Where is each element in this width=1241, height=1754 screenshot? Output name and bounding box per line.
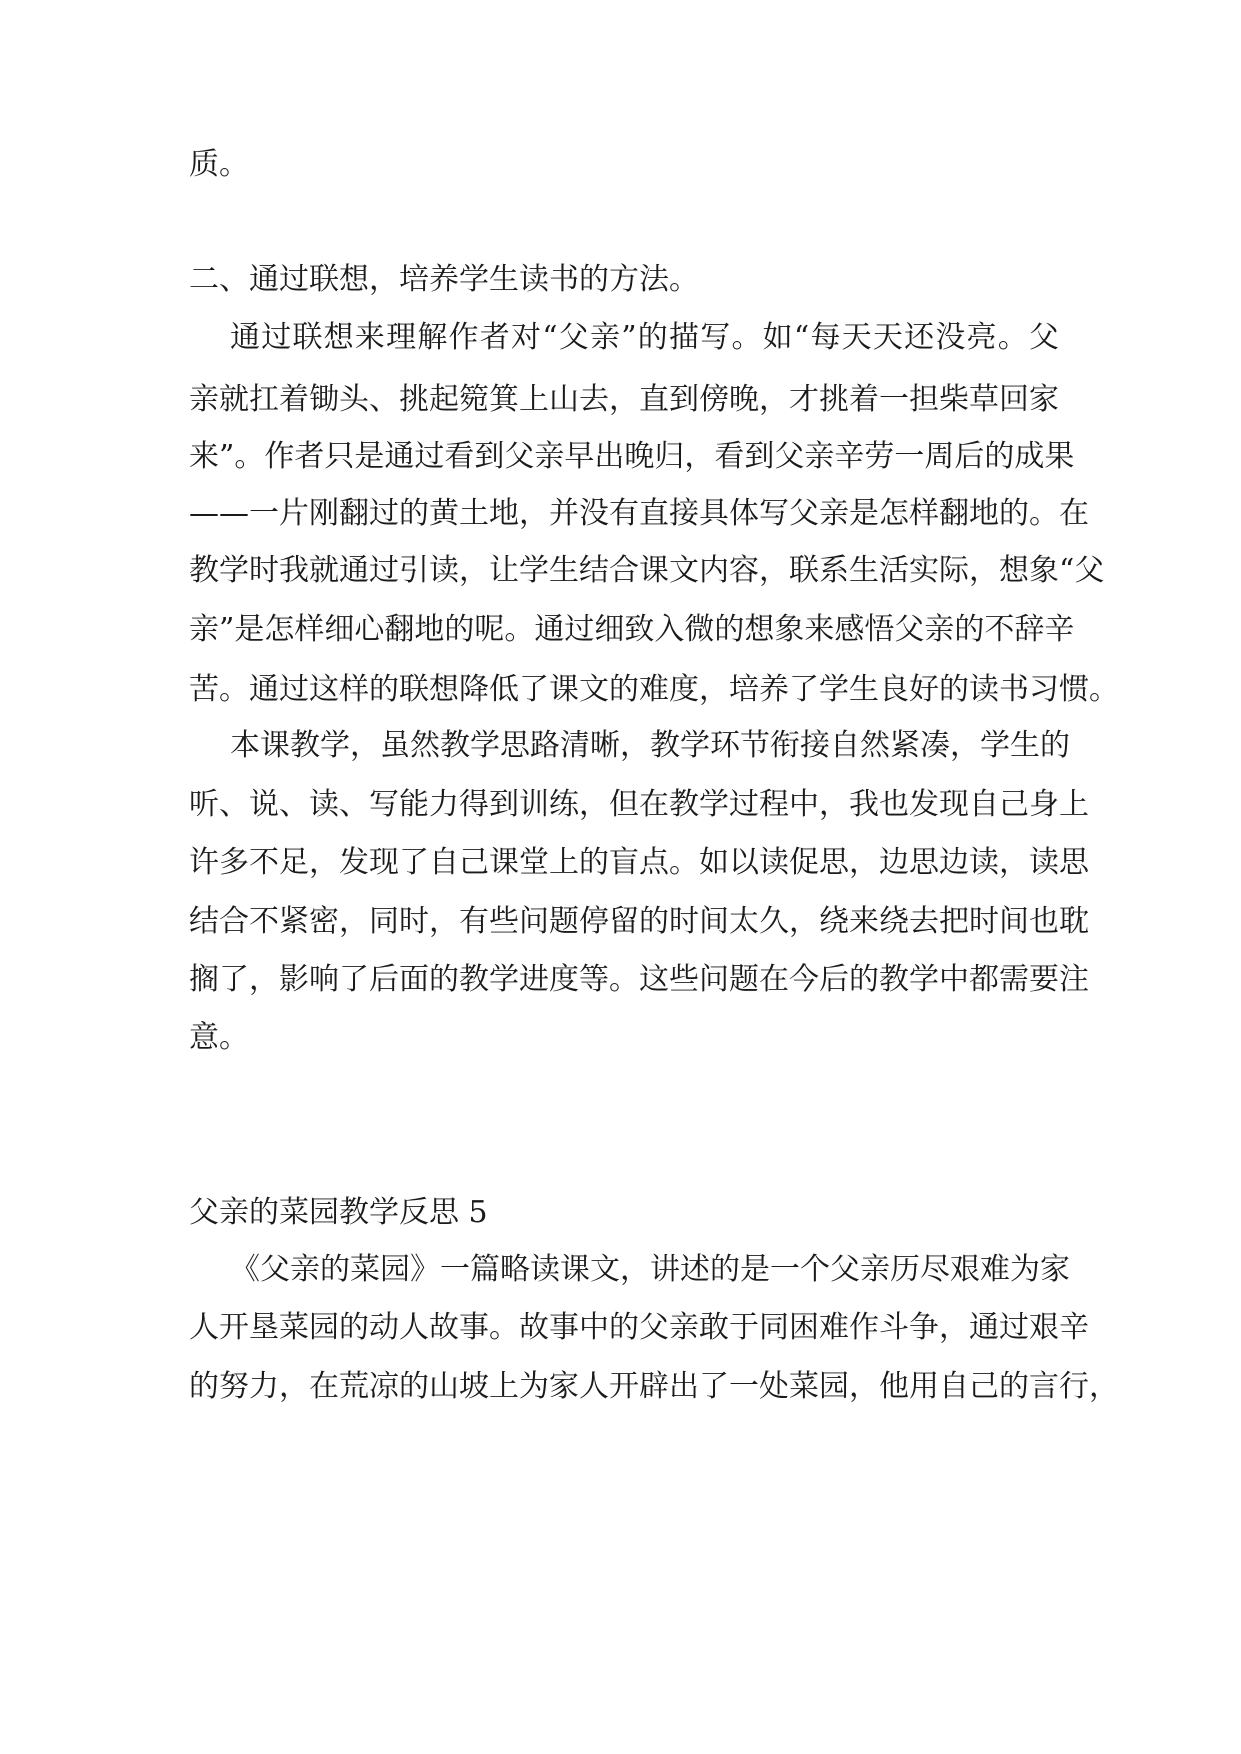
paragraph-line: 搁了，影响了后面的教学进度等。这些问题在今后的教学中都需要注 <box>189 962 1089 997</box>
paragraph-line: ——一片刚翻过的黄土地，并没有直接具体写父亲是怎样翻地的。在 <box>189 496 1089 531</box>
paragraph-line: 许多不足，发现了自己课堂上的盲点。如以读促思，边思边读，读思 <box>189 845 1089 880</box>
paragraph-line: 听、说、读、写能力得到训练，但在教学过程中，我也发现自己身上 <box>189 787 1089 822</box>
paragraph-line: 亲”是怎样细心翻地的呢。通过细致入微的想象来感悟父亲的不辞辛 <box>189 612 1075 647</box>
paragraph-line: 亲就扛着锄头、挑起箢箕上山去，直到傍晚，才挑着一担柴草回家 <box>189 382 1059 417</box>
paragraph-line: 通过联想来理解作者对“父亲”的描写。如“每天天还没亮。父 <box>230 320 1059 355</box>
document-title: 父亲的菜园教学反思 5 <box>189 1195 488 1230</box>
paragraph-line: 《父亲的菜园》一篇略读课文，讲述的是一个父亲历尽艰难为家 <box>230 1252 1070 1287</box>
section-heading: 二、通过联想，培养学生读书的方法。 <box>189 262 699 297</box>
paragraph-line: 人开垦菜园的动人故事。故事中的父亲敢于同困难作斗争，通过艰辛 <box>189 1310 1089 1345</box>
paragraph-line: 本课教学，虽然教学思路清晰，教学环节衔接自然紧凑，学生的 <box>230 728 1070 763</box>
paragraph-line: 结合不紧密，同时，有些问题停留的时间太久，绕来绕去把时间也耽 <box>189 904 1089 939</box>
paragraph-line: 苦。通过这样的联想降低了课文的难度，培养了学生良好的读书习惯。 <box>189 672 1119 707</box>
paragraph-line: 教学时我就通过引读，让学生结合课文内容，联系生活实际，想象“父 <box>189 553 1105 588</box>
previous-paragraph-tail: 质。 <box>189 147 249 182</box>
paragraph-line: 意。 <box>189 1020 249 1055</box>
paragraph-line: 来”。作者只是通过看到父亲早出晚归，看到父亲辛劳一周后的成果 <box>189 439 1075 474</box>
paragraph-line: 的努力，在荒凉的山坡上为家人开辟出了一处菜园，他用自己的言行， <box>189 1369 1119 1404</box>
